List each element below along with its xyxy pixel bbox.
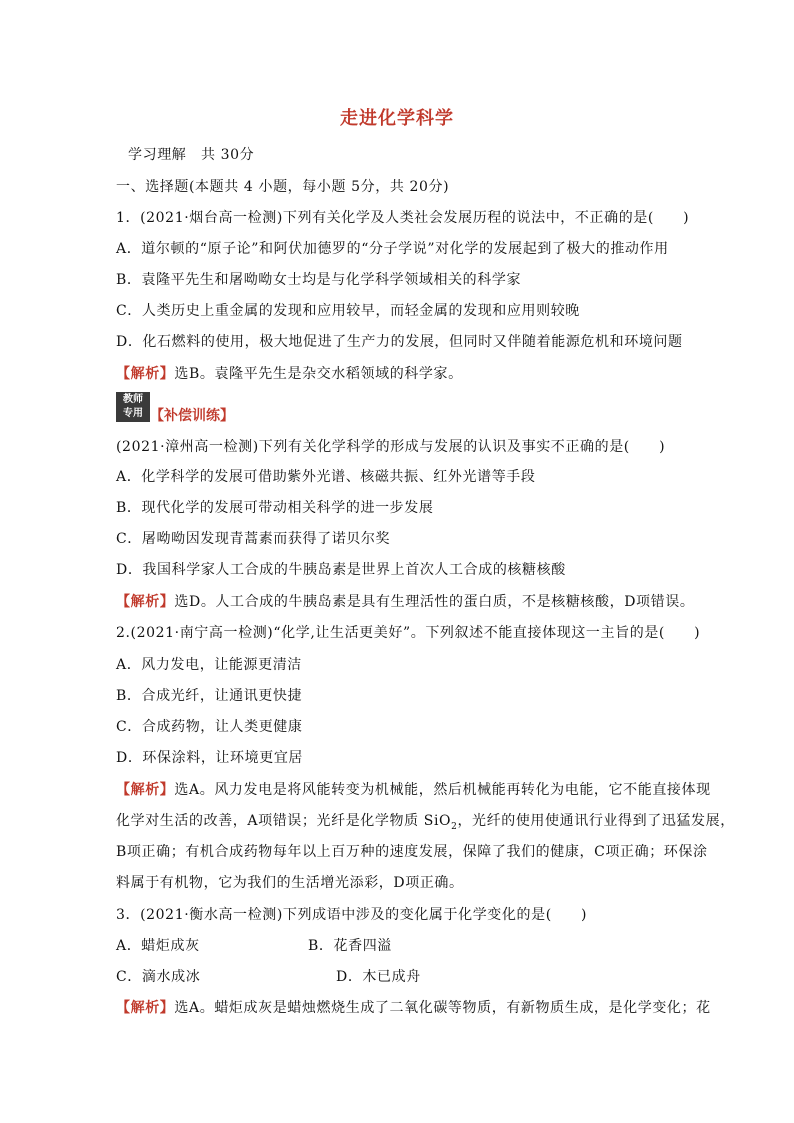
q2-analysis-line2 xyxy=(116,811,735,837)
q3-analysis xyxy=(116,998,711,1018)
bq-option-b: B．现代化学的发展可带动相关科学的进一步发展 xyxy=(116,500,434,516)
q1-option-c: C．人类历史上重金属的发现和应用较早，而轻金属的发现和应用则较晚 xyxy=(116,303,580,319)
q3-option-d: D．木已成舟 xyxy=(336,969,421,985)
q1-option-b: B．袁隆平先生和屠呦呦女士均是与化学科学领域相关的科学家 xyxy=(116,272,522,288)
q3-option-a: A．蜡炬成灰 xyxy=(116,938,200,954)
q1-option-d: D．化石燃料的使用，极大地促进了生产力的发展，但同时又伴随着能源危机和环境问题 xyxy=(116,334,683,350)
q1-stem: 1．(2021·烟台高一检测)下列有关化学及人类社会发展历程的说法中，不正确的是( ) xyxy=(116,210,690,226)
q3-stem: 3．(2021·衡水高一检测)下列成语中涉及的变化属于化学变化的是( ) xyxy=(116,907,588,923)
analysis-tag: 【解析】 xyxy=(116,782,175,798)
q2-answer-2-sub: 2 xyxy=(451,821,458,832)
q3-answer: 选A。蜡炬成灰是蜡烛燃烧生成了二氧化碳等物质，有新物质生成，是化学变化；花 xyxy=(174,1000,711,1016)
teacher-badge xyxy=(116,392,150,422)
q2-answer-1: 选A。风力发电是将风能转变为机械能，然后机械能再转化为电能，它不能直接体现 xyxy=(174,782,711,798)
q2-analysis-line3: B项正确；有机合成药物每年以上百万种的速度发展，保障了我们的健康，C项正确；环保涂 xyxy=(116,844,708,860)
q3-option-c: C．滴水成冰 xyxy=(116,969,201,985)
analysis-tag: 【解析】 xyxy=(116,366,175,382)
q1-option-a: A．道尔顿的“原子论”和阿伏加德罗的“分子学说”对化学的发展起到了极大的推动作用 xyxy=(116,241,669,257)
q2-option-c: C．合成药物，让人类更健康 xyxy=(116,719,303,735)
bq-option-d: D．我国科学家人工合成的牛胰岛素是世界上首次人工合成的核糖核酸 xyxy=(116,562,566,578)
supplement-label: 【补偿训练】 xyxy=(150,408,234,424)
bq-option-a: A．化学科学的发展可借助紫外光谱、核磁共振、红外光谱等手段 xyxy=(116,469,536,485)
q1-analysis xyxy=(116,364,463,384)
bq-option-c: C．屠呦呦因发现青蒿素而获得了诺贝尔奖 xyxy=(116,531,391,547)
analysis-tag: 【解析】 xyxy=(116,594,175,610)
part-heading: 一、选择题(本题共 4 小题，每小题 5分，共 20分) xyxy=(116,179,450,195)
q2-stem: 2.(2021·南宁高一检测)“化学,让生活更美好”。下列叙述不能直接体现这一主旨的是( ) xyxy=(116,625,701,641)
q2-answer-2b: ，光纤的使用使通讯行业得到了迅猛发展， xyxy=(457,813,735,829)
badge-line1: 教师 xyxy=(123,394,143,405)
q2-answer-2a: 化学对生活的改善，A项错误；光纤是化学物质 SiO xyxy=(116,813,452,829)
page-title: 走进化学科学 xyxy=(340,108,454,129)
bq-analysis xyxy=(116,592,694,612)
analysis-tag: 【解析】 xyxy=(116,1000,175,1016)
q2-option-d: D．环保涂料，让环境更宜居 xyxy=(116,750,304,766)
section-heading: 学习理解 共 30分 xyxy=(128,147,255,163)
q2-option-b: B．合成光纤，让通讯更快捷 xyxy=(116,688,303,704)
q2-analysis-line4: 料属于有机物，它为我们的生活增光添彩，D项正确。 xyxy=(116,875,464,891)
badge-line2: 专用 xyxy=(123,408,143,419)
bq-answer: 选D。人工合成的牛胰岛素是具有生理活性的蛋白质，不是核糖核酸，D项错误。 xyxy=(174,594,695,610)
q2-analysis-line1 xyxy=(116,780,711,800)
q2-option-a: A．风力发电，让能源更清洁 xyxy=(116,657,302,673)
q1-answer: 选B。袁隆平先生是杂交水稻领域的科学家。 xyxy=(174,366,463,382)
q3-option-b: B．花香四溢 xyxy=(308,938,392,954)
bq-stem: (2021·漳州高一检测)下列有关化学科学的形成与发展的认识及事实不正确的是( ) xyxy=(116,439,666,455)
